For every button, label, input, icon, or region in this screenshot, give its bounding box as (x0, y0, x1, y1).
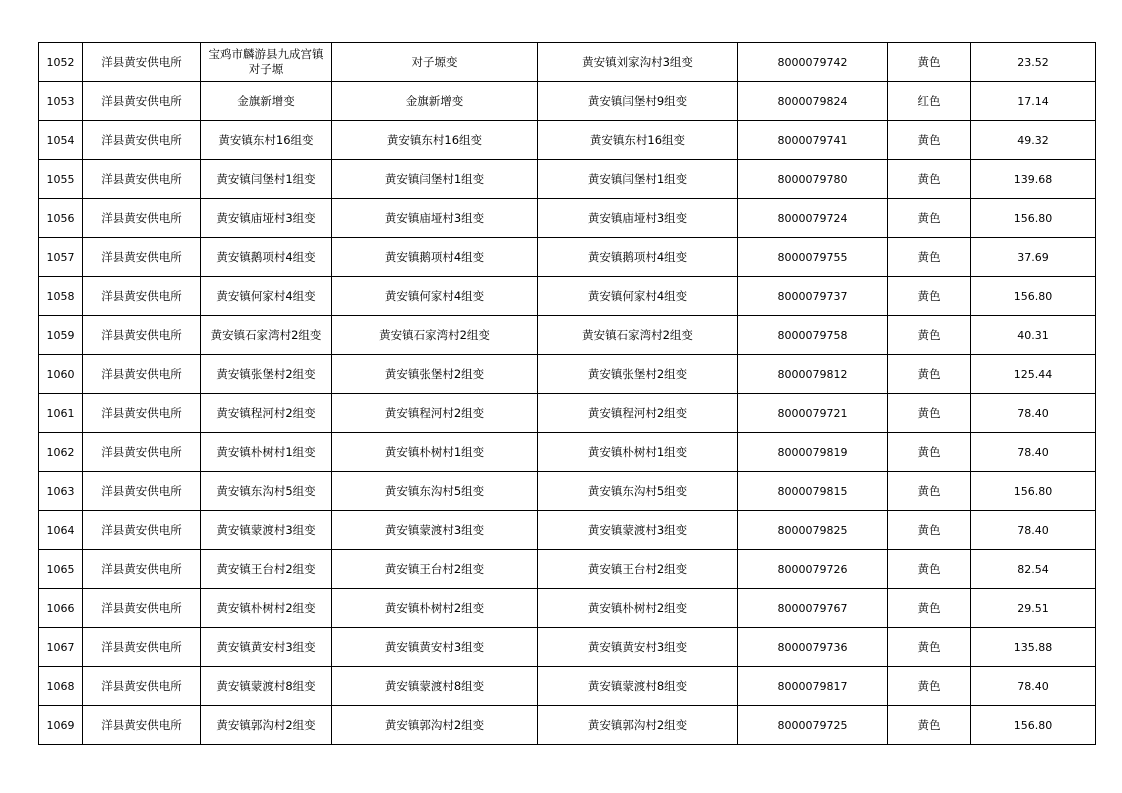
value-cell: 78.40 (971, 433, 1096, 472)
level-cell: 黄色 (888, 433, 971, 472)
level-cell: 黄色 (888, 706, 971, 745)
value-cell: 78.40 (971, 394, 1096, 433)
location-cell: 黄安镇王台村2组变 (201, 550, 332, 589)
table-row (39, 628, 1096, 667)
level-cell: 黄色 (888, 277, 971, 316)
row-number-cell: 1068 (39, 667, 83, 706)
location-cell: 黄安镇程河村2组变 (201, 394, 332, 433)
table-row (39, 550, 1096, 589)
row-number-cell: 1057 (39, 238, 83, 277)
unit-cell: 洋县黄安供电所 (83, 160, 201, 199)
location-cell: 黄安镇石家湾村2组变 (201, 316, 332, 355)
value-cell: 78.40 (971, 511, 1096, 550)
table-row (39, 706, 1096, 745)
transformer-cell: 黄安镇石家湾村2组变 (538, 316, 738, 355)
code-cell: 8000079812 (738, 355, 888, 394)
code-cell: 8000079780 (738, 160, 888, 199)
station-name-cell: 黄安镇鹅项村4组变 (332, 238, 538, 277)
value-cell: 156.80 (971, 199, 1096, 238)
row-number-cell: 1065 (39, 550, 83, 589)
station-name-cell: 黄安镇郭沟村2组变 (332, 706, 538, 745)
code-cell: 8000079741 (738, 121, 888, 160)
unit-cell: 洋县黄安供电所 (83, 238, 201, 277)
table-row (39, 160, 1096, 199)
unit-cell: 洋县黄安供电所 (83, 589, 201, 628)
value-cell: 156.80 (971, 472, 1096, 511)
unit-cell: 洋县黄安供电所 (83, 121, 201, 160)
unit-cell: 洋县黄安供电所 (83, 550, 201, 589)
code-cell: 8000079725 (738, 706, 888, 745)
table-row (39, 667, 1096, 706)
transformer-cell: 黄安镇东沟村5组变 (538, 472, 738, 511)
transformer-cell: 黄安镇闫堡村1组变 (538, 160, 738, 199)
transformer-cell: 黄安镇蒙渡村8组变 (538, 667, 738, 706)
row-number-cell: 1060 (39, 355, 83, 394)
level-cell: 黄色 (888, 199, 971, 238)
station-name-cell: 黄安镇朴树村2组变 (332, 589, 538, 628)
value-cell: 49.32 (971, 121, 1096, 160)
station-name-cell: 黄安镇何家村4组变 (332, 277, 538, 316)
value-cell: 29.51 (971, 589, 1096, 628)
value-cell: 139.68 (971, 160, 1096, 199)
level-cell: 黄色 (888, 628, 971, 667)
location-cell: 黄安镇何家村4组变 (201, 277, 332, 316)
table-row (39, 472, 1096, 511)
table-row (39, 121, 1096, 160)
location-cell: 黄安镇蒙渡村8组变 (201, 667, 332, 706)
row-number-cell: 1063 (39, 472, 83, 511)
table-row (39, 43, 1096, 82)
table-row (39, 238, 1096, 277)
code-cell: 8000079815 (738, 472, 888, 511)
unit-cell: 洋县黄安供电所 (83, 394, 201, 433)
station-name-cell: 黄安镇闫堡村1组变 (332, 160, 538, 199)
location-cell: 黄安镇朴树村1组变 (201, 433, 332, 472)
row-number-cell: 1064 (39, 511, 83, 550)
transformer-cell: 黄安镇东村16组变 (538, 121, 738, 160)
location-cell: 黄安镇东村16组变 (201, 121, 332, 160)
row-number-cell: 1056 (39, 199, 83, 238)
level-cell: 黄色 (888, 238, 971, 277)
table-row (39, 394, 1096, 433)
transformer-cell: 黄安镇朴树村2组变 (538, 589, 738, 628)
table-row (39, 199, 1096, 238)
code-cell: 8000079726 (738, 550, 888, 589)
location-cell: 黄安镇闫堡村1组变 (201, 160, 332, 199)
transformer-cell: 黄安镇何家村4组变 (538, 277, 738, 316)
location-cell: 黄安镇朴树村2组变 (201, 589, 332, 628)
table-row (39, 316, 1096, 355)
unit-cell: 洋县黄安供电所 (83, 316, 201, 355)
code-cell: 8000079736 (738, 628, 888, 667)
level-cell: 黄色 (888, 667, 971, 706)
row-number-cell: 1061 (39, 394, 83, 433)
value-cell: 135.88 (971, 628, 1096, 667)
table-body (39, 43, 1096, 745)
station-name-cell: 黄安镇朴树村1组变 (332, 433, 538, 472)
station-name-cell: 黄安镇黄安村3组变 (332, 628, 538, 667)
row-number-cell: 1055 (39, 160, 83, 199)
row-number-cell: 1053 (39, 82, 83, 121)
unit-cell: 洋县黄安供电所 (83, 472, 201, 511)
transformer-cell: 黄安镇庙垭村3组变 (538, 199, 738, 238)
code-cell: 8000079819 (738, 433, 888, 472)
unit-cell: 洋县黄安供电所 (83, 82, 201, 121)
level-cell: 黄色 (888, 589, 971, 628)
row-number-cell: 1052 (39, 43, 83, 82)
value-cell: 23.52 (971, 43, 1096, 82)
level-cell: 黄色 (888, 316, 971, 355)
code-cell: 8000079755 (738, 238, 888, 277)
code-cell: 8000079825 (738, 511, 888, 550)
station-name-cell: 黄安镇张堡村2组变 (332, 355, 538, 394)
table-row (39, 511, 1096, 550)
unit-cell: 洋县黄安供电所 (83, 706, 201, 745)
row-number-cell: 1069 (39, 706, 83, 745)
transformer-cell: 黄安镇黄安村3组变 (538, 628, 738, 667)
transformer-cell: 黄安镇刘家沟村3组变 (538, 43, 738, 82)
value-cell: 40.31 (971, 316, 1096, 355)
code-cell: 8000079724 (738, 199, 888, 238)
value-cell: 37.69 (971, 238, 1096, 277)
table-row (39, 433, 1096, 472)
station-name-cell: 黄安镇东沟村5组变 (332, 472, 538, 511)
location-cell: 宝鸡市麟游县九成宫镇对子塬 (201, 43, 332, 82)
location-cell: 黄安镇蒙渡村3组变 (201, 511, 332, 550)
station-name-cell: 黄安镇王台村2组变 (332, 550, 538, 589)
code-cell: 8000079742 (738, 43, 888, 82)
row-number-cell: 1054 (39, 121, 83, 160)
location-cell: 黄安镇黄安村3组变 (201, 628, 332, 667)
row-number-cell: 1066 (39, 589, 83, 628)
level-cell: 黄色 (888, 550, 971, 589)
station-name-cell: 黄安镇庙垭村3组变 (332, 199, 538, 238)
code-cell: 8000079721 (738, 394, 888, 433)
unit-cell: 洋县黄安供电所 (83, 511, 201, 550)
level-cell: 黄色 (888, 355, 971, 394)
unit-cell: 洋县黄安供电所 (83, 355, 201, 394)
location-cell: 黄安镇鹅项村4组变 (201, 238, 332, 277)
station-name-cell: 黄安镇蒙渡村8组变 (332, 667, 538, 706)
transformer-cell: 黄安镇张堡村2组变 (538, 355, 738, 394)
unit-cell: 洋县黄安供电所 (83, 43, 201, 82)
row-number-cell: 1059 (39, 316, 83, 355)
station-name-cell: 黄安镇程河村2组变 (332, 394, 538, 433)
location-cell: 黄安镇张堡村2组变 (201, 355, 332, 394)
data-sheet (38, 42, 1096, 745)
code-cell: 8000079824 (738, 82, 888, 121)
level-cell: 黄色 (888, 511, 971, 550)
location-cell: 黄安镇郭沟村2组变 (201, 706, 332, 745)
level-cell: 黄色 (888, 394, 971, 433)
station-name-cell: 金旗新增变 (332, 82, 538, 121)
level-cell: 黄色 (888, 472, 971, 511)
value-cell: 17.14 (971, 82, 1096, 121)
data-table (38, 42, 1096, 745)
transformer-cell: 黄安镇程河村2组变 (538, 394, 738, 433)
row-number-cell: 1058 (39, 277, 83, 316)
code-cell: 8000079758 (738, 316, 888, 355)
code-cell: 8000079767 (738, 589, 888, 628)
station-name-cell: 黄安镇石家湾村2组变 (332, 316, 538, 355)
unit-cell: 洋县黄安供电所 (83, 667, 201, 706)
unit-cell: 洋县黄安供电所 (83, 199, 201, 238)
station-name-cell: 黄安镇蒙渡村3组变 (332, 511, 538, 550)
value-cell: 156.80 (971, 706, 1096, 745)
location-cell: 金旗新增变 (201, 82, 332, 121)
level-cell: 黄色 (888, 43, 971, 82)
level-cell: 黄色 (888, 121, 971, 160)
table-row (39, 355, 1096, 394)
location-cell: 黄安镇庙垭村3组变 (201, 199, 332, 238)
station-name-cell: 对子塬变 (332, 43, 538, 82)
table-row (39, 277, 1096, 316)
table-row (39, 589, 1096, 628)
row-number-cell: 1062 (39, 433, 83, 472)
location-cell: 黄安镇东沟村5组变 (201, 472, 332, 511)
level-cell: 黄色 (888, 160, 971, 199)
station-name-cell: 黄安镇东村16组变 (332, 121, 538, 160)
transformer-cell: 黄安镇蒙渡村3组变 (538, 511, 738, 550)
transformer-cell: 黄安镇闫堡村9组变 (538, 82, 738, 121)
unit-cell: 洋县黄安供电所 (83, 433, 201, 472)
level-cell: 红色 (888, 82, 971, 121)
code-cell: 8000079817 (738, 667, 888, 706)
transformer-cell: 黄安镇郭沟村2组变 (538, 706, 738, 745)
unit-cell: 洋县黄安供电所 (83, 277, 201, 316)
table-row (39, 82, 1096, 121)
transformer-cell: 黄安镇鹅项村4组变 (538, 238, 738, 277)
code-cell: 8000079737 (738, 277, 888, 316)
transformer-cell: 黄安镇朴树村1组变 (538, 433, 738, 472)
row-number-cell: 1067 (39, 628, 83, 667)
value-cell: 156.80 (971, 277, 1096, 316)
transformer-cell: 黄安镇王台村2组变 (538, 550, 738, 589)
value-cell: 125.44 (971, 355, 1096, 394)
unit-cell: 洋县黄安供电所 (83, 628, 201, 667)
value-cell: 78.40 (971, 667, 1096, 706)
value-cell: 82.54 (971, 550, 1096, 589)
